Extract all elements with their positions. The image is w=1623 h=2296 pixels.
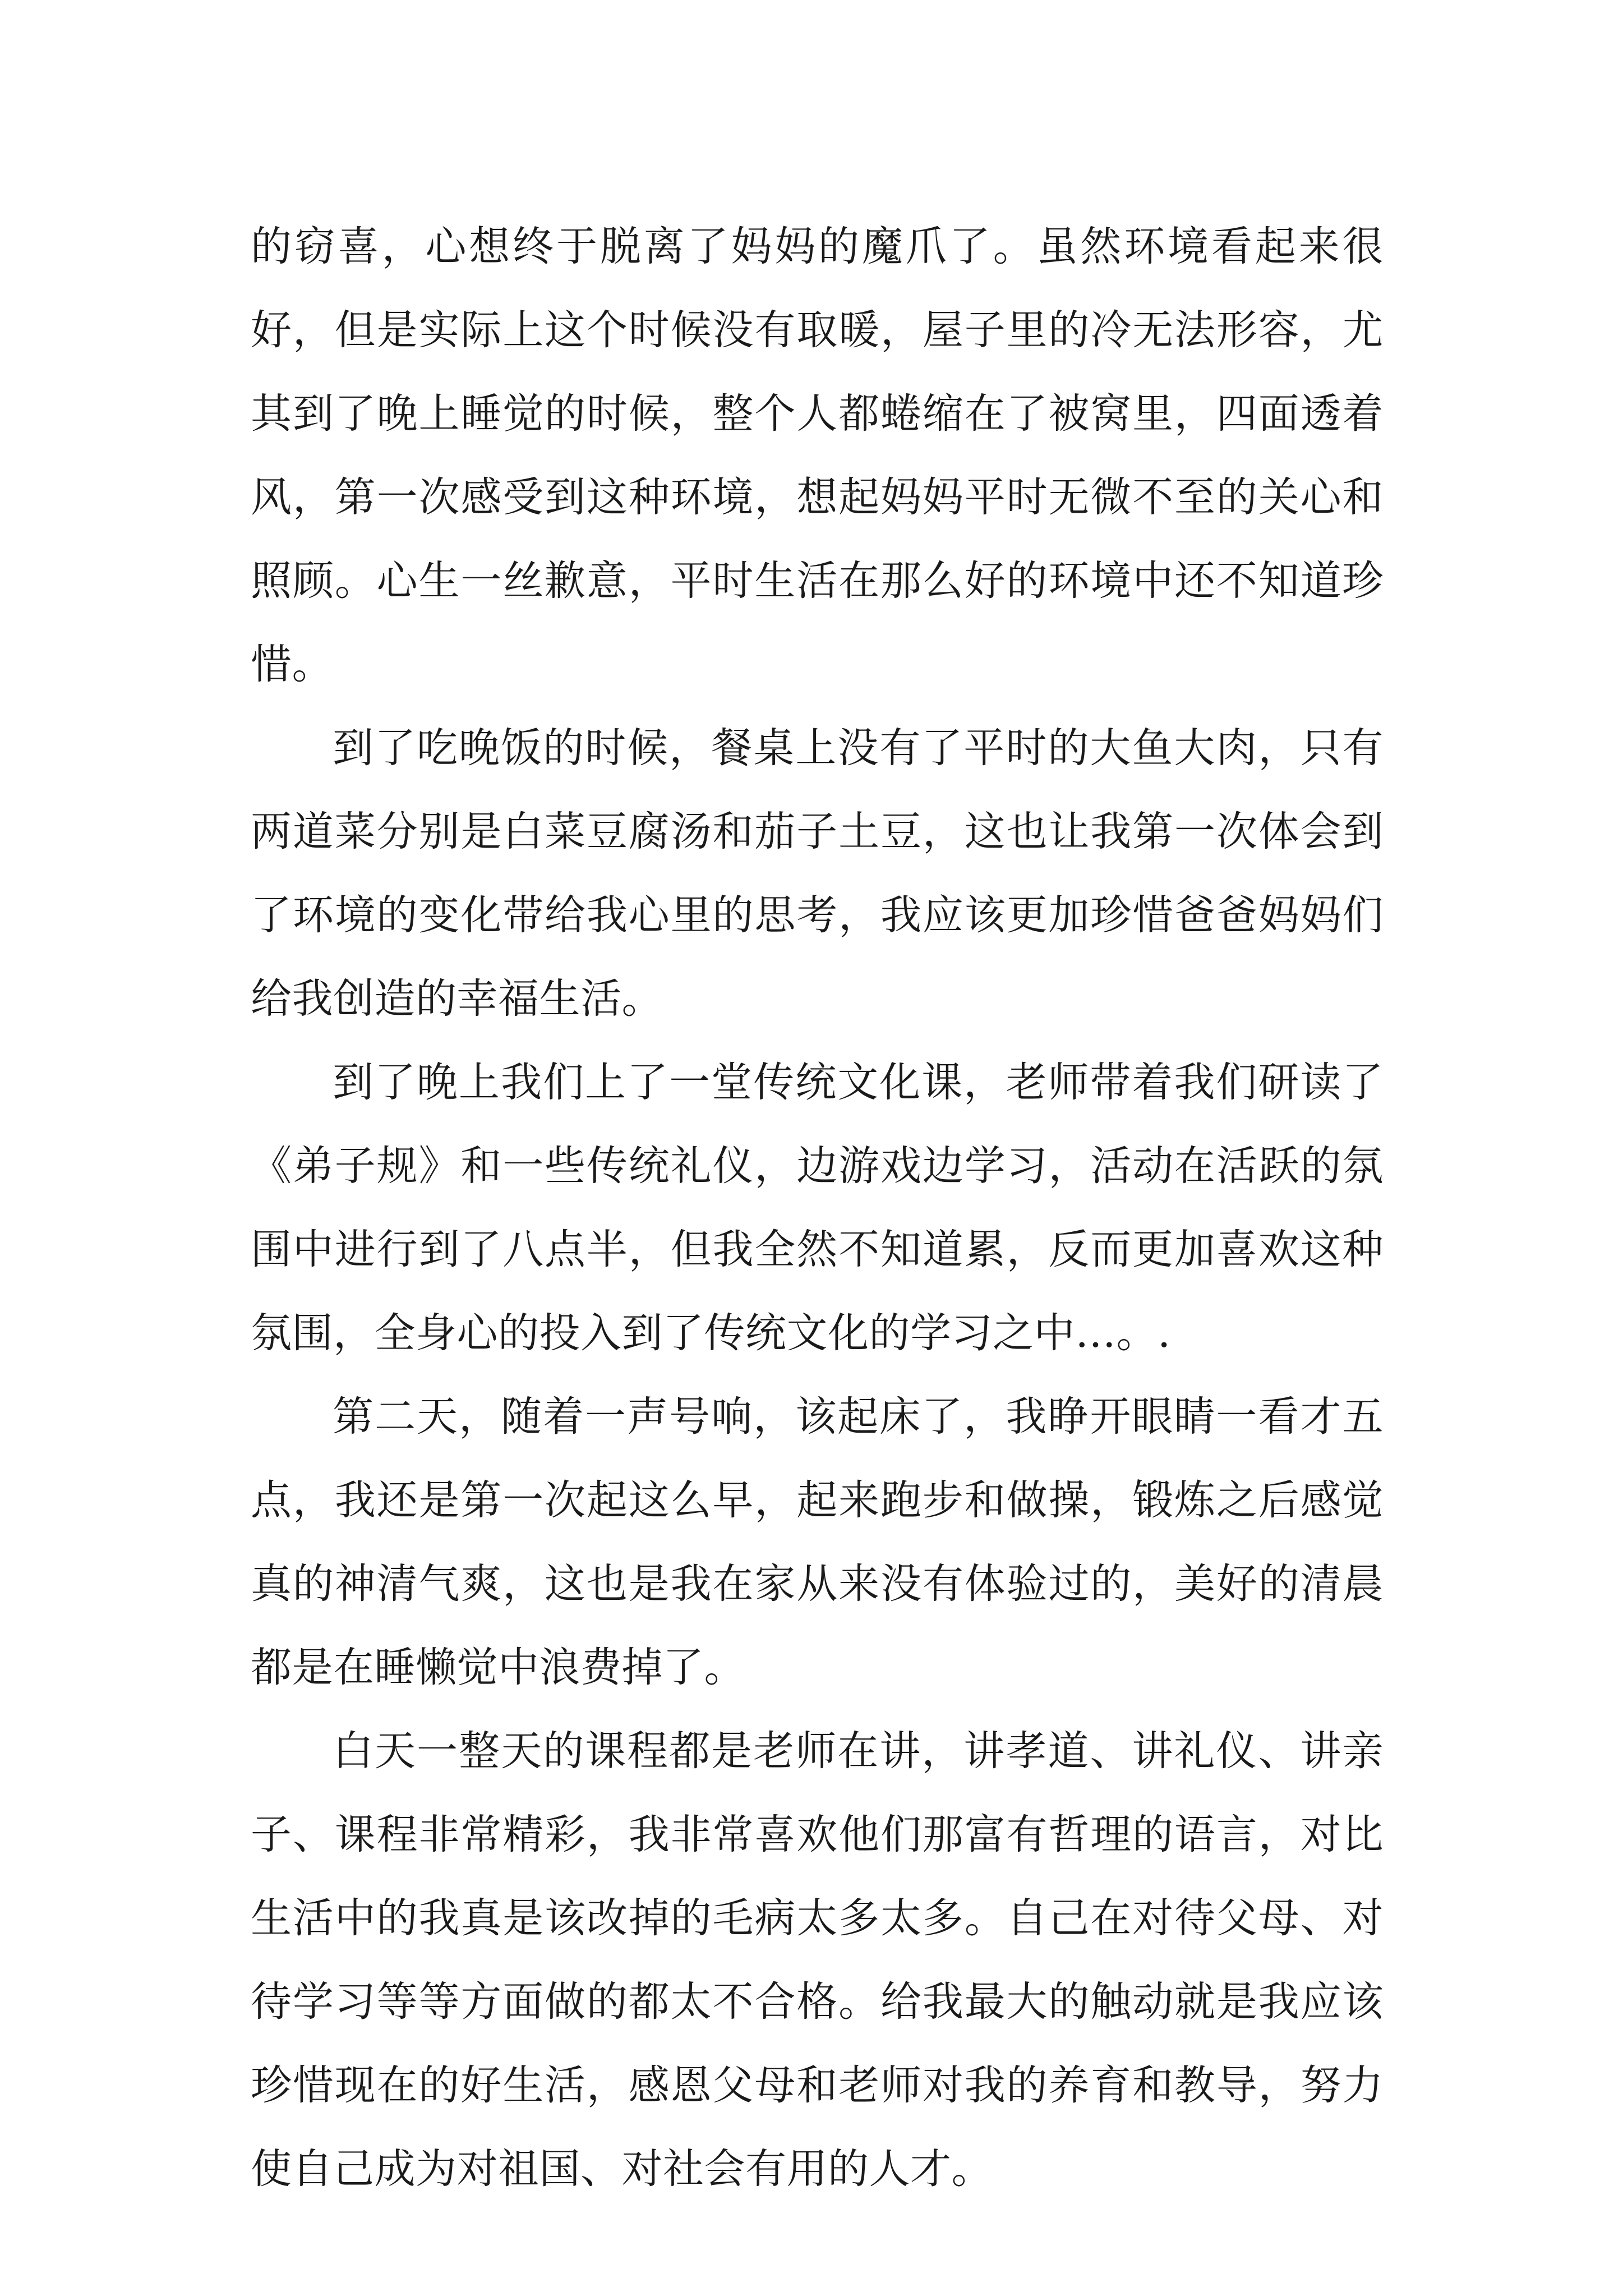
- paragraph-3: 到了晚上我们上了一堂传统文化课，老师带着我们研读了《弟子规》和一些传统礼仪，边游戏边学习，活动在活跃的氛围中进行到了八点半，但我全然不知道累，反而更加喜欢这种氛围，全身心的投入到了传统文化的学习之中…。.: [251, 1059, 1384, 1357]
- paragraph-4: 第二天，随着一声号响，该起床了，我睁开眼睛一看才五点，我还是第一次起这么早，起来跑步和做操，锻炼之后感觉真的神清气爽，这也是我在家从来没有体验过的，美好的清晨都是在睡懒觉中浪费掉了。: [251, 1393, 1384, 1691]
- paragraph-1: 的窃喜，心想终于脱离了妈妈的魔爪了。虽然环境看起来很好，但是实际上这个时候没有取暖，屋子里的冷无法形容，尤其到了晚上睡觉的时候，整个人都蜷缩在了被窝里，四面透着风，第一次感受到这种环境，想起妈妈平时无微不至的关心和照顾。心生一丝歉意，平时生活在那么好的环境中还不知道珍惜。: [251, 223, 1384, 688]
- paragraph-2: 到了吃晚饭的时候，餐桌上没有了平时的大鱼大肉，只有两道菜分别是白菜豆腐汤和茄子土豆，这也让我第一次体会到了环境的变化带给我心里的思考，我应该更加珍惜爸爸妈妈们给我创造的幸福生活。: [251, 724, 1384, 1023]
- body-text: [251, 205, 1384, 2211]
- paragraph-5: 白天一整天的课程都是老师在讲，讲孝道、讲礼仪、讲亲子、课程非常精彩，我非常喜欢他们那富有哲理的语言，对比生活中的我真是该改掉的毛病太多太多。自己在对待父母、对待学习等等方面做的都太不合格。给我最大的触动就是我应该珍惜现在的好生活，感恩父母和老师对我的养育和教导，努力使自己成为对祖国、对社会有用的人才。: [251, 1727, 1384, 2193]
